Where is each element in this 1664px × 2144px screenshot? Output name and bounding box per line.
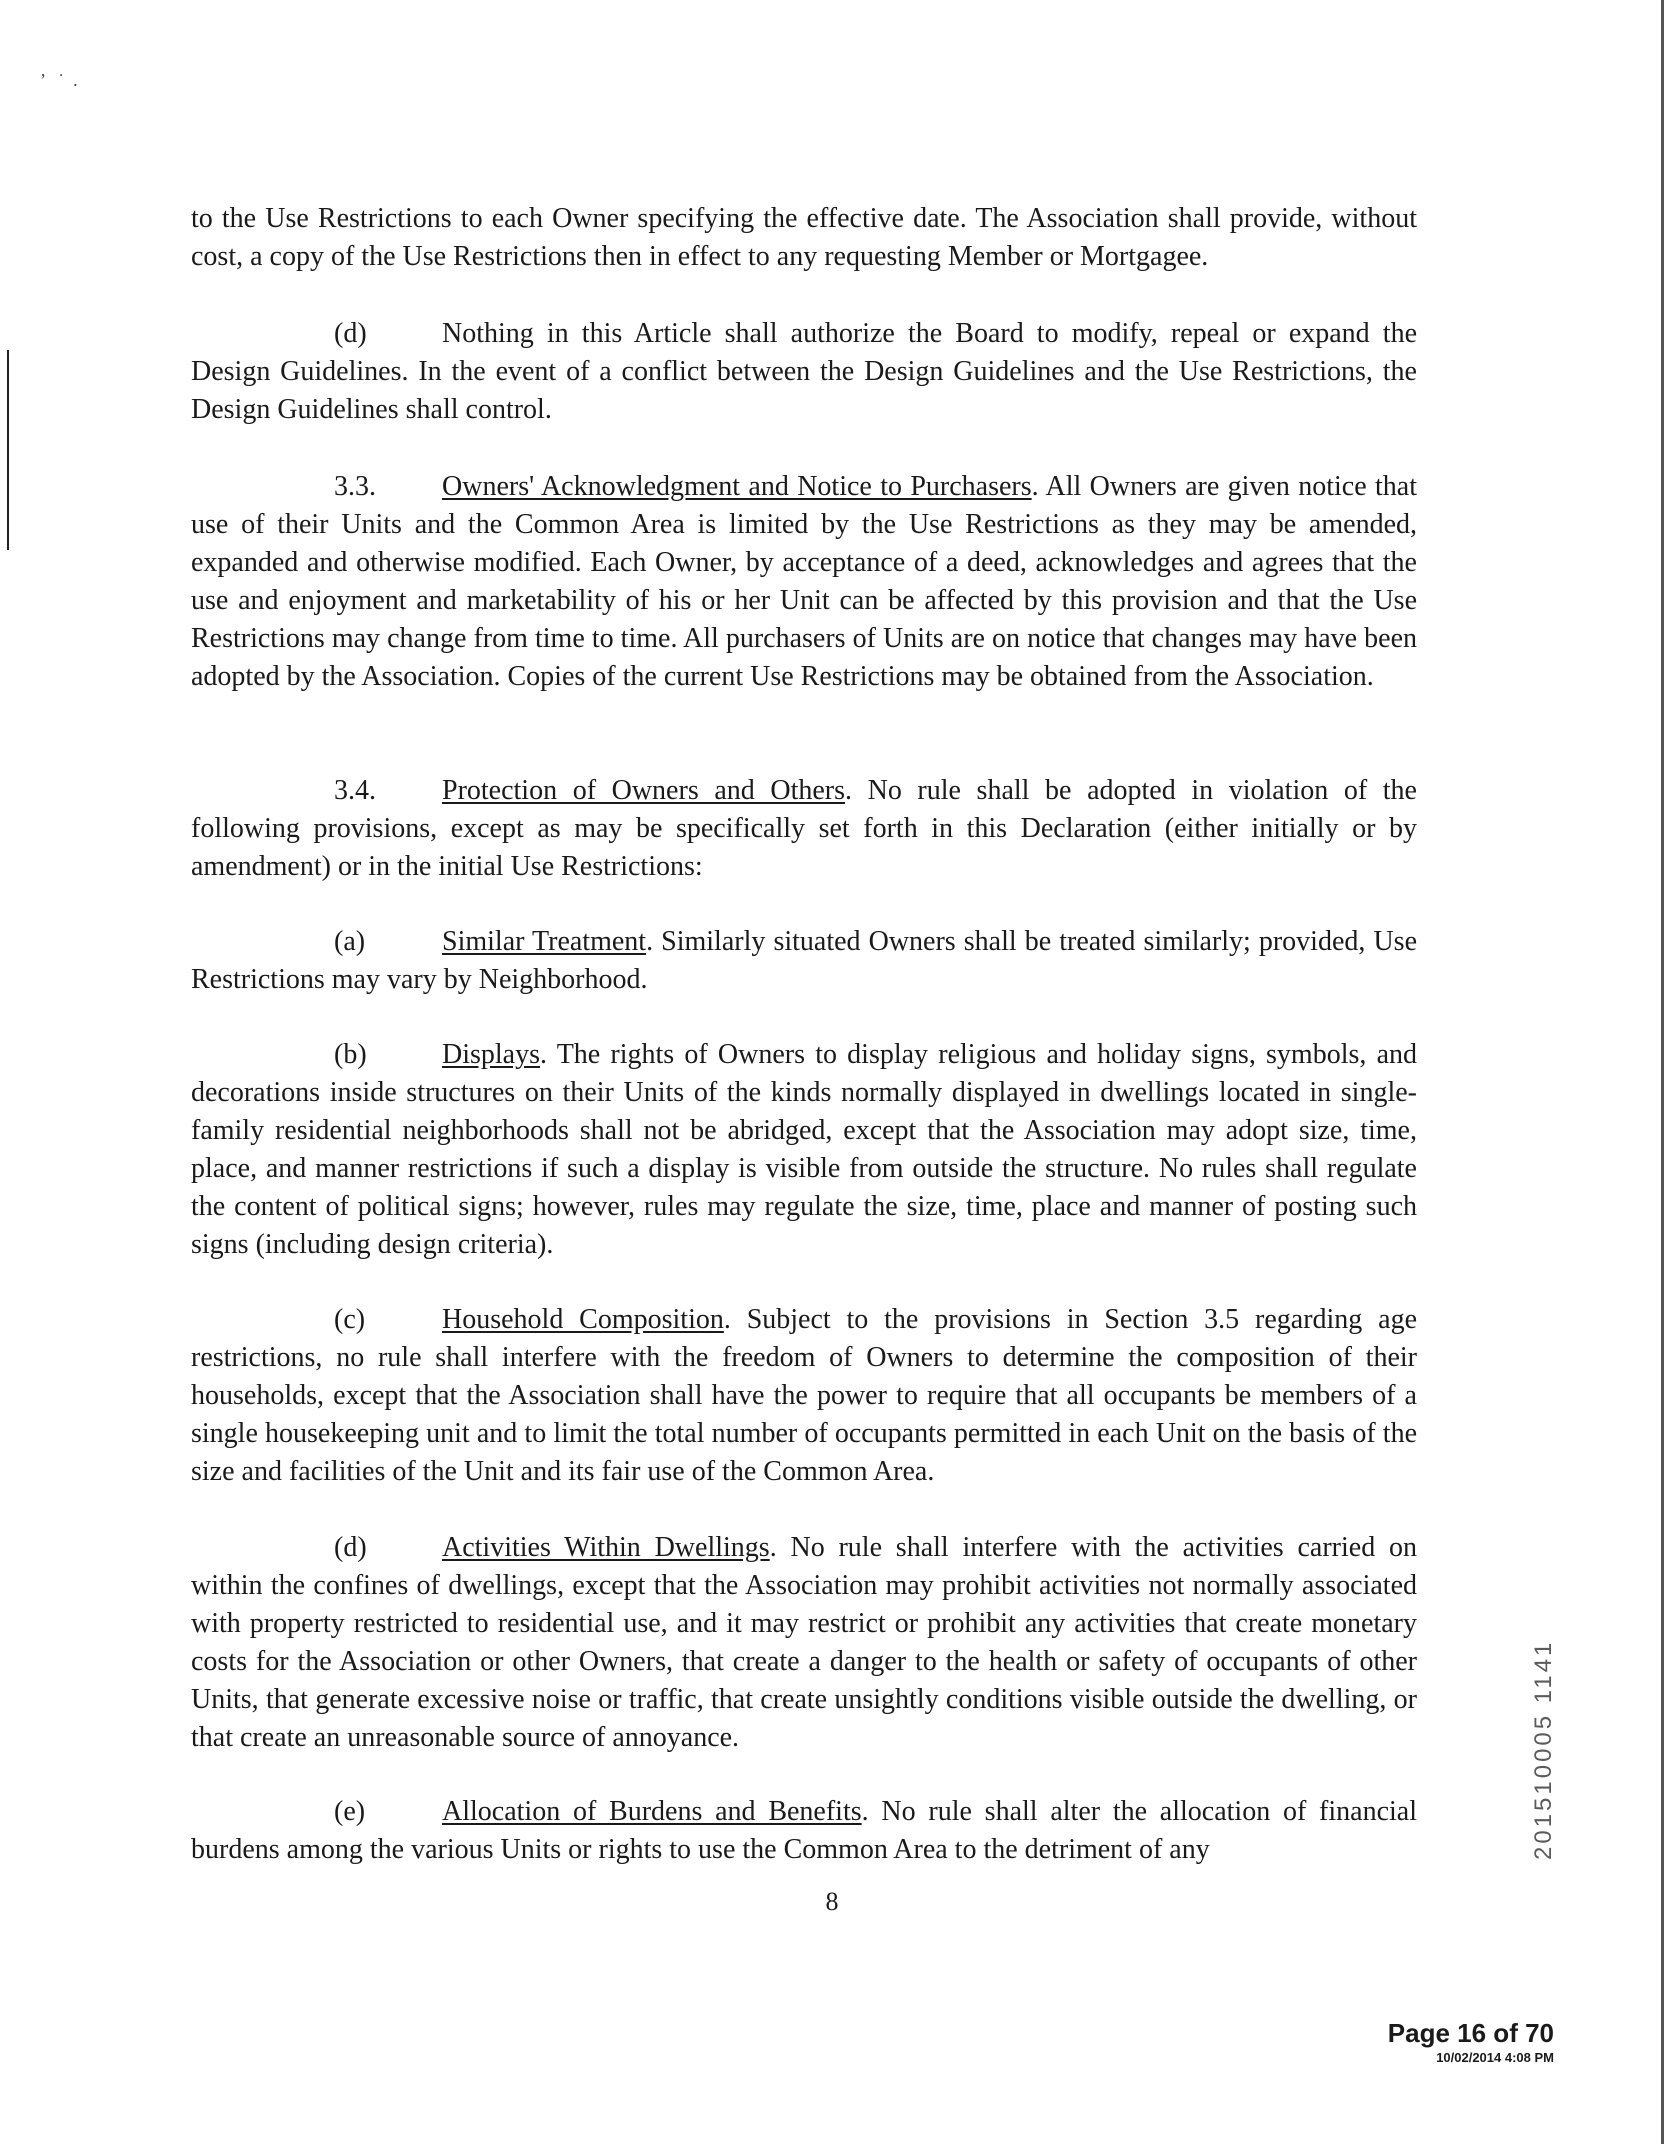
subsection-heading: Displays <box>442 1039 540 1070</box>
continuation-paragraph <box>191 200 1417 276</box>
section-heading: Protection of Owners and Others <box>442 775 845 806</box>
paragraph-d-guidelines <box>191 315 1417 429</box>
subsection-label: (c) <box>334 1304 366 1335</box>
footer-timestamp: 10/02/2014 4:08 PM <box>1436 2050 1554 2065</box>
subsection-text: . No rule shall interfere with the activities carried on within the confines of dwellings, except that the Association may prohibit activities not normally associated with property restricted to residential use, and it may restrict or prohibit any activities that create monetary costs for the Association or other Owners, that create a danger to the health or safety of occupants of other Units, that generate excessive noise or traffic, that create unsightly conditions visible outside the dwelling, or that create an unreasonable source of annoyance. <box>191 1532 1417 1753</box>
subsection-text: . No rule shall alter the allocation of financial burdens among the various Units or rights to use the Common Area to the detriment of any <box>191 1796 1417 1865</box>
subsection-label: (d) <box>334 1532 367 1563</box>
section-3-4 <box>191 772 1417 886</box>
subsection-heading: Activities Within Dwellings <box>442 1532 770 1563</box>
subsection-text: . The rights of Owners to display religious and holiday signs, symbols, and decorations inside structures on their Units of the kinds normally displayed in dwellings located in single-family residential neighborhoods shall not be abridged, except that the Association may adopt size, time, place, and manner restrictions if such a display is visible from outside the structure. No rules shall regulate the content of political signs; however, rules may regulate the size, time, place and manner of posting such signs (including design criteria). <box>191 1039 1417 1260</box>
page-number: 8 <box>825 1887 839 1916</box>
section-3-3 <box>191 468 1417 696</box>
subsection-d <box>191 1529 1417 1757</box>
recording-stamp: 201510005 1141 <box>1530 1639 1557 1860</box>
subsection-label: (e) <box>334 1796 366 1827</box>
paragraph-label: (d) <box>334 318 367 349</box>
subsection-label: (a) <box>334 926 366 957</box>
subsection-a <box>191 923 1417 999</box>
subsection-heading: Similar Treatment <box>442 926 647 957</box>
scan-specks: ’ ˙ . <box>40 70 78 90</box>
subsection-text: . Similarly situated Owners shall be treated similarly; provided, Use Restrictions may vary by Neighborhood. <box>191 926 1418 995</box>
subsection-c <box>191 1301 1417 1491</box>
subsection-e <box>191 1793 1417 1869</box>
footer-page-label: Page 16 of 70 <box>1387 2018 1554 2048</box>
revision-bar <box>7 350 9 550</box>
section-number: 3.3. <box>334 471 376 502</box>
subsection-label: (b) <box>334 1039 367 1070</box>
continuation-text: to the Use Restrictions to each Owner specifying the effective date. The Association shall provide, without cost, a copy of the Use Restrictions then in effect to any requesting Member or Mortgagee. <box>191 203 1417 272</box>
subsection-heading: Household Composition <box>442 1304 724 1335</box>
section-text: . All Owners are given notice that use of their Units and the Common Area is limited by the Use Restrictions as they may be amended, expanded and otherwise modified. Each Owner, by acceptance of a deed, acknowledges and agrees that the use and enjoyment and marketability of his or her Unit can be affected by this provision and that the Use Restrictions may change from time to time. All purchasers of Units are on notice that changes may have been adopted by the Association. Copies of the current Use Restrictions may be obtained from the Association. <box>191 471 1417 692</box>
subsection-heading: Allocation of Burdens and Benefits <box>442 1796 862 1827</box>
section-text: . No rule shall be adopted in violation of the following provisions, except as may be specifically set forth in this Declaration (either initially or by amendment) or in the initial Use Restrictions: <box>191 775 1417 882</box>
section-heading: Owners' Acknowledgment and Notice to Purchasers <box>442 471 1032 502</box>
section-number: 3.4. <box>334 775 376 806</box>
paragraph-text: Nothing in this Article shall authorize the Board to modify, repeal or expand the Design Guidelines. In the event of a conflict between the Design Guidelines and the Use Restrictions, the Design Guidelines shall control. <box>191 318 1417 425</box>
subsection-text: . Subject to the provisions in Section 3.5 regarding age restrictions, no rule shall interfere with the freedom of Owners to determine the composition of their households, except that the Association shall have the power to require that all occupants be members of a single housekeeping unit and to limit the total number of occupants permitted in each Unit on the basis of the size and facilities of the Unit and its fair use of the Common Area. <box>191 1304 1417 1487</box>
subsection-b <box>191 1036 1417 1264</box>
